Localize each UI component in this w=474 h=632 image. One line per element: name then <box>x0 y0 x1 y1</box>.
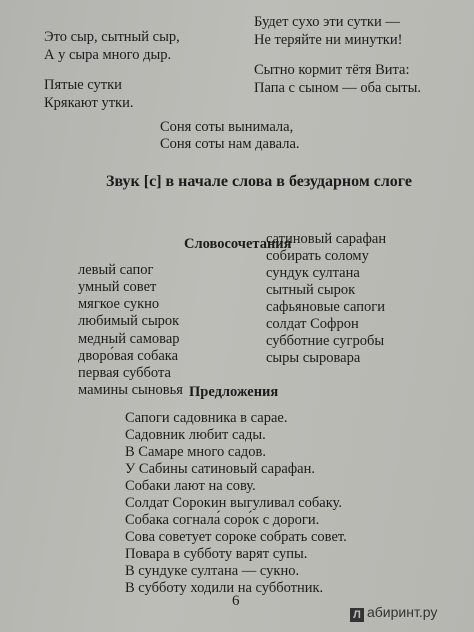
verse-line: Крякают утки. <box>44 95 134 111</box>
verse-line: Соня соты вынимала, <box>160 119 294 135</box>
verse-line: А у сыра много дыр. <box>44 47 172 63</box>
section-title: Звук [с] в начале слова в безударном слоге <box>106 173 412 190</box>
labirint-logo-icon: Л <box>350 608 364 622</box>
phrase-item: мягкое сукно <box>78 296 160 312</box>
watermark-text: абиринт.ру <box>367 604 438 620</box>
sentence-item: В сундуке султана — сукно. <box>125 563 300 579</box>
sentence-item: Сапоги садовника в сарае. <box>125 410 288 426</box>
verse-line: Соня соты нам давала. <box>160 136 300 152</box>
phrase-item: сафьяновые сапоги <box>266 299 385 315</box>
phrase-item: мамины сыновья <box>78 382 183 398</box>
phrase-item: сундук султана <box>266 265 360 281</box>
phrases-title: Словосочетания <box>184 236 292 252</box>
phrase-item: сыры сыровара <box>266 350 361 366</box>
watermark <box>350 604 437 622</box>
sentence-item: Солдат Сорокин выгуливал собаку. <box>125 495 342 511</box>
verse-line: Будет сухо эти сутки — <box>254 14 400 30</box>
verse-line: Папа с сыном — оба сыты. <box>254 80 422 96</box>
phrase-item: медный самовар <box>78 331 180 347</box>
verse-line: Сытно кормит тётя Вита: <box>254 62 410 78</box>
sentences-title: Предложения <box>189 384 279 400</box>
phrase-item: умный совет <box>78 279 157 295</box>
sentence-item: Собака согнала́ соро́к с дороги. <box>125 512 320 528</box>
phrase-item: любимый сырок <box>78 313 180 329</box>
phrase-item: левый сапог <box>78 262 154 278</box>
phrase-item: субботние сугробы <box>266 333 385 349</box>
phrase-item: сытный сырок <box>266 282 356 298</box>
phrase-item: первая суббота <box>78 365 171 381</box>
verse-line: Не теряйте ни минутки! <box>254 32 403 48</box>
sentence-item: Сова советует сороке собрать совет. <box>125 529 347 545</box>
verse-line: Это сыр, сытный сыр, <box>44 29 180 45</box>
phrase-item: собирать солому <box>266 248 369 264</box>
sentence-item: В Самаре много садов. <box>125 444 267 460</box>
page-number: 6 <box>232 593 240 609</box>
sentence-item: У Сабины сатиновый сарафан. <box>125 461 315 477</box>
sentence-item: Повара в субботу варят супы. <box>125 546 308 562</box>
sentence-item: Садовник любит сады. <box>125 427 266 443</box>
phrase-item: сатиновый сарафан <box>266 231 387 247</box>
phrase-item: дворо́вая собака <box>78 348 179 364</box>
sentence-item: В субботу ходили на субботник. <box>125 580 324 596</box>
verse-line: Пятые сутки <box>44 77 122 93</box>
sentence-item: Собаки лают на сову. <box>125 478 256 494</box>
phrase-item: солдат Софрон <box>266 316 359 332</box>
